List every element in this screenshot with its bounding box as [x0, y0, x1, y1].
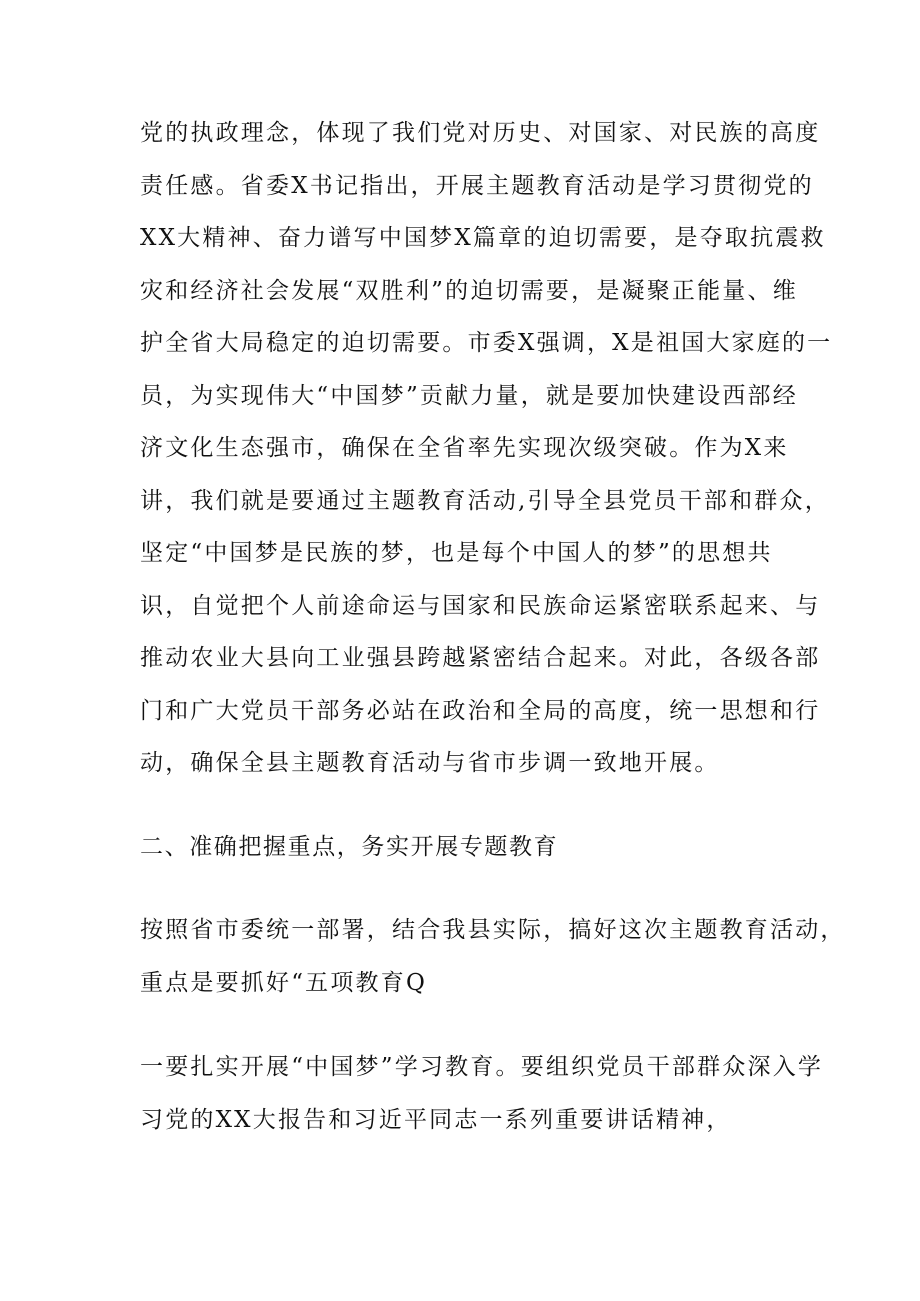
text-line: 护全省大局稳定的迫切需要。市委X强调，X是祖国大家庭的一	[140, 330, 833, 356]
text-line: 责任感。省委X书记指出，开展主题教育活动是学习贯彻党的	[140, 173, 814, 199]
text-line: 习党的XX大报告和习近平同志一系列重要讲话精神，	[140, 1107, 732, 1133]
text-line: 党的执政理念，体现了我们党对历史、对国家、对民族的高度	[140, 120, 821, 146]
text-line: 按照省市委统一部署，结合我县实际，搞好这次主题教育活动，	[140, 917, 846, 943]
text-line: 员，为实现伟大“中国梦”贡献力量，就是要加快建设西部经	[140, 383, 798, 409]
text-line: XX大精神、奋力谱写中国梦X篇章的迫切需要，是夺取抗震救	[140, 225, 826, 251]
text-line: 济文化生态强市，确保在全省率先实现次级突破。作为X来	[140, 435, 789, 461]
text-line: 灾和经济社会发展“双胜利”的迫切需要，是凝聚正能量、维	[140, 278, 798, 304]
text-line: 坚定“中国梦是民族的梦，也是每个中国人的梦”的思想共	[140, 540, 773, 566]
text-line: 动，确保全县主题教育活动与省市步调一致地开展。	[140, 750, 720, 776]
text-line: 重点是要抓好“五项教育Q	[140, 970, 428, 996]
text-line: 讲，我们就是要通过主题教育活动,引导全县党员干部和群众，	[140, 488, 830, 514]
text-line: 识，自觉把个人前途命运与国家和民族命运紧密联系起来、与	[140, 593, 821, 619]
text-line: 门和广大党员干部务必站在政治和全局的高度，统一思想和行	[140, 698, 821, 724]
text-line: 一要扎实开展“中国梦”学习教育。要组织党员干部群众深入学	[140, 1054, 824, 1080]
text-line: 推动农业大县向工业强县跨越紧密结合起来。对此，各级各部	[140, 645, 821, 671]
section-heading: 二、准确把握重点，务实开展专题教育	[140, 834, 559, 860]
